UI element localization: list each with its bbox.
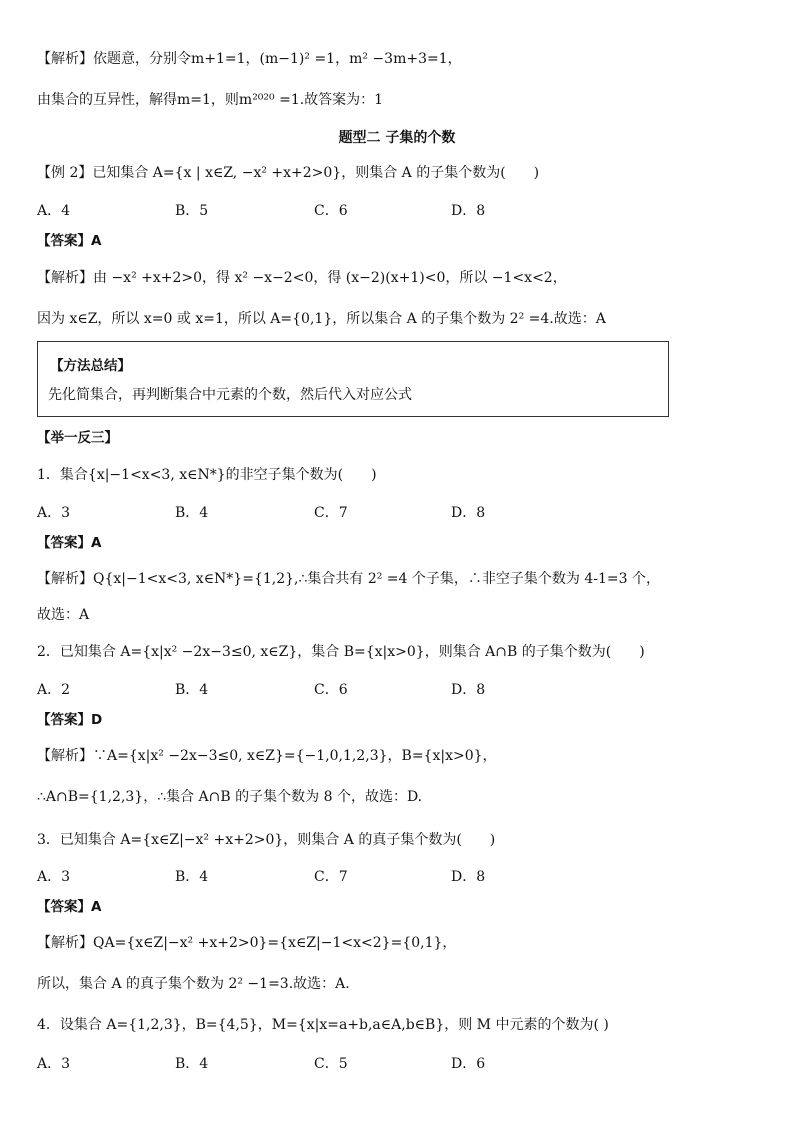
option-c: C．7 <box>314 869 348 885</box>
method-summary-text: 先化简集合，再判断集合中元素的个数，然后代入对应公式 <box>48 387 412 403</box>
question-1-solution: 【解析】Q{x|−1<x<3, x∈N*}={1,2},∴集合共有 2² =4 个子集，∴非空子集个数为 4-1=3 个， <box>37 571 660 587</box>
example-2-answer: 【答案】A <box>37 233 102 249</box>
solution-line: 由集合的互异性，解得m=1，则m²⁰²⁰ =1.故答案为：1 <box>37 92 384 108</box>
question-3: 3．已知集合 A={x∈Z|−x² +x+2>0}，则集合 A 的真子集个数为( ) <box>37 832 496 848</box>
question-1: 1．集合{x|−1<x<3, x∈N*}的非空子集个数为( ) <box>37 467 377 483</box>
option-a: A．3 <box>37 1056 71 1072</box>
option-c: C．6 <box>314 682 348 698</box>
question-3-solution: 【解析】QA={x∈Z|−x² +x+2>0}={x∈Z|−1<x<2}={0,1}， <box>37 935 457 951</box>
option-d: D．8 <box>451 203 486 219</box>
question-3-options <box>37 866 637 886</box>
question-2: 2．已知集合 A={x|x² −2x−3≤0, x∈Z}，集合 B={x|x>0}，则集合 A∩B 的子集个数为( ) <box>37 644 645 660</box>
option-a: A．2 <box>37 682 71 698</box>
example-2-question: 【例 2】已知集合 A={x | x∈Z, −x² +x+2>0}，则集合 A 的子集个数为( ) <box>37 165 540 181</box>
section-title: 题型二 子集的个数 <box>338 130 456 146</box>
question-2-solution: 【解析】∵A={x|x² −2x−3≤0, x∈Z}={−1,0,1,2,3}，B={x|x>0}， <box>37 748 497 764</box>
option-d: D．8 <box>451 505 486 521</box>
question-2-solution: ∴A∩B={1,2,3}，∴集合 A∩B 的子集个数为 8 个，故选：D. <box>37 789 423 805</box>
question-3-solution: 所以，集合 A 的真子集个数为 2² −1=3.故选：A. <box>37 976 350 992</box>
question-2-answer: 【答案】D <box>37 712 103 728</box>
example-2-options <box>37 200 637 220</box>
option-a: A．4 <box>37 203 71 219</box>
option-d: D．8 <box>451 682 486 698</box>
option-b: B．4 <box>175 1056 209 1072</box>
practice-heading: 【举一反三】 <box>37 430 118 446</box>
option-d: D．6 <box>451 1056 486 1072</box>
option-b: B．4 <box>175 869 209 885</box>
option-c: C．5 <box>314 1056 348 1072</box>
question-3-answer: 【答案】A <box>37 899 102 915</box>
example-2-solution: 【解析】由 −x² +x+2>0，得 x² −x−2<0，得 (x−2)(x+1)<0，所以 −1<x<2， <box>37 270 567 286</box>
question-4: 4．设集合 A={1,2,3}，B={4,5}，M={x|x=a+b,a∈A,b∈B}，则 M 中元素的个数为( ) <box>37 1017 609 1033</box>
question-1-answer: 【答案】A <box>37 535 102 551</box>
solution-line: 【解析】依题意，分别令m+1=1，(m−1)² =1，m² −3m+3=1， <box>37 51 462 67</box>
method-summary-heading: 【方法总结】 <box>50 358 131 374</box>
example-2-solution: 因为 x∈Z，所以 x=0 或 x=1，所以 A={0,1}，所以集合 A 的子集个数为 2² =4.故选：A <box>37 311 606 327</box>
option-c: C．6 <box>314 203 348 219</box>
question-1-options <box>37 502 637 522</box>
option-a: A．3 <box>37 869 71 885</box>
option-c: C．7 <box>314 505 348 521</box>
method-summary-box <box>37 341 669 417</box>
option-d: D．8 <box>451 869 486 885</box>
option-b: B．4 <box>175 682 209 698</box>
question-1-solution: 故选：A <box>37 607 90 623</box>
option-a: A．3 <box>37 505 71 521</box>
option-b: B．5 <box>175 203 209 219</box>
option-b: B．4 <box>175 505 209 521</box>
question-2-options <box>37 679 637 699</box>
question-4-options <box>37 1053 637 1073</box>
